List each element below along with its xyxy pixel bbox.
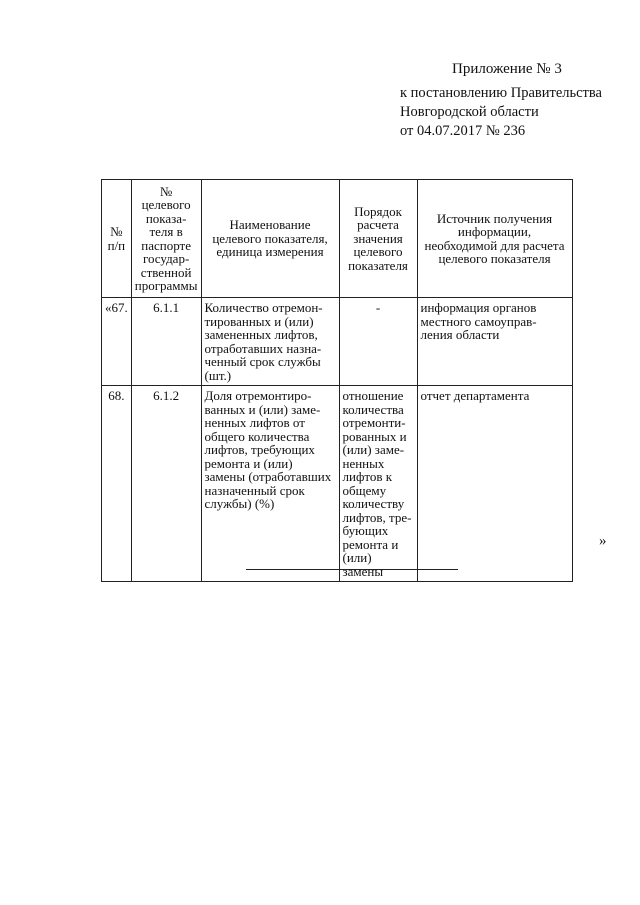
appendix-title: Приложение № 3 <box>452 61 562 77</box>
table-row <box>102 298 573 386</box>
resolution-reference: к постановлению Правительства <box>400 85 602 101</box>
calculation-order: отношение количества отремонти-рованных и (или) заме-ненных лифтов к общему количеству лифтов, тре-бующих ремонта и (или) замены <box>339 386 417 582</box>
column-header-calculation-order: Порядок расчета значения целевого показателя <box>339 180 417 298</box>
end-divider-line <box>246 569 458 570</box>
row-number: «67. <box>102 298 132 386</box>
column-header-information-source: Источник получения информации, необходимой для расчета целевого показателя <box>417 180 572 298</box>
column-header-indicator-code: № целевого показа-теля в паспорте государ-ственной программы <box>131 180 201 298</box>
indicator-name: Количество отремон-тированных и (или) замененных лифтов, отработавших назна-ченный срок службы (шт.) <box>201 298 339 386</box>
row-number: 68. <box>102 386 132 582</box>
column-header-indicator-name: Наименование целевого показателя, единица измерения <box>201 180 339 298</box>
indicators-table <box>101 179 573 582</box>
resolution-date-number: от 04.07.2017 № 236 <box>400 123 526 139</box>
information-source: отчет департамента <box>417 386 572 582</box>
table-header-row <box>102 180 573 298</box>
indicator-code: 6.1.2 <box>131 386 201 582</box>
closing-quote: » <box>599 533 607 549</box>
indicator-code: 6.1.1 <box>131 298 201 386</box>
region-name: Новгородской области <box>400 104 539 120</box>
column-header-number: № п/п <box>102 180 132 298</box>
table-row <box>102 386 573 582</box>
information-source: информация органов местного самоуправ-ления области <box>417 298 572 386</box>
calculation-order: - <box>339 298 417 386</box>
indicator-name: Доля отремонтиро-ванных и (или) заме-ненных лифтов от общего количества лифтов, требующих ремонта и (или) замены (отработавших назначенный срок службы) (%) <box>201 386 339 582</box>
